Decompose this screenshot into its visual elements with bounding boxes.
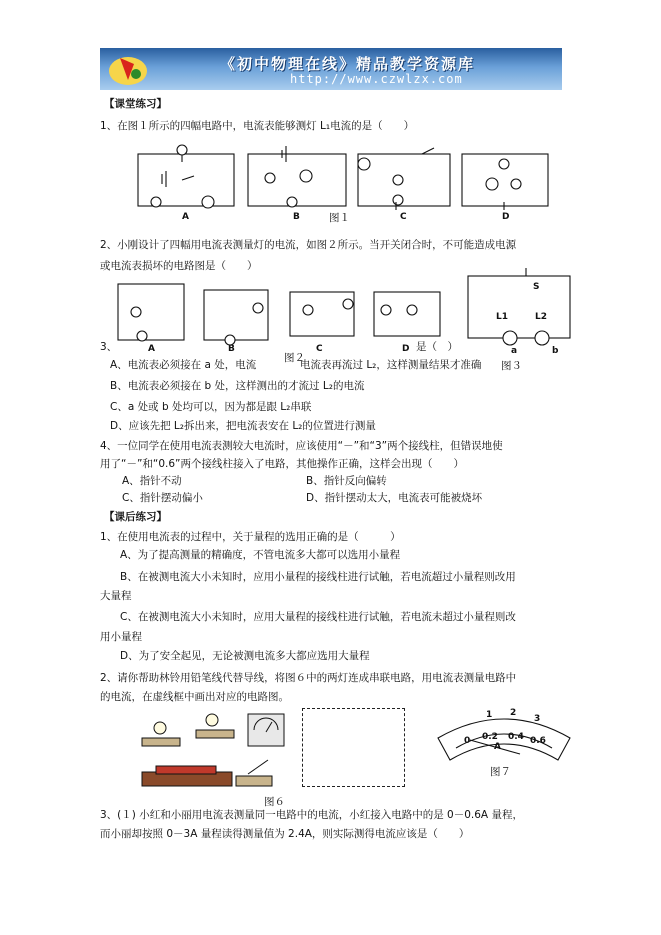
h3-line1: 3、(１) 小红和小丽用电流表测量同一电路中的电流，小红接入电路中的是 0－0.6A 量程， <box>100 809 523 821</box>
figure-6-components <box>136 710 296 808</box>
q4-option-c: C、指针摆动偏小 <box>122 492 203 504</box>
fig3-label-b: b <box>552 346 559 356</box>
h2-line1: 2、请你帮助林铃用铅笔线代替导线，将图６中的两灯连成串联电路，用电流表测量电路中 <box>100 672 517 684</box>
fig7-caption: 图７ <box>490 766 511 778</box>
q3-option-a-start: A、电流表必须接在 a 处，电流 <box>110 359 257 371</box>
fig6-caption: 图６ <box>264 796 285 808</box>
q2-line1: 2、小刚设计了四幅用电流表测量灯的电流，如图２所示。当开关闭合时，不可能造成电源 <box>100 239 517 251</box>
banner-title: 《初中物理在线》精品教学资源库 <box>220 55 476 73</box>
h1-stem: 1、在使用电流表的过程中，关于量程的选用正确的是（ ） <box>100 531 401 543</box>
fig3-label-a: a <box>511 346 518 356</box>
fig7-top-1: 1 <box>486 710 493 720</box>
fig3-label-l2: L2 <box>535 312 547 322</box>
fig3-label-s: S <box>533 282 540 292</box>
figure-3-circuit <box>466 268 576 372</box>
h2-line2: 的电流，在虚线框中画出对应的电路图。 <box>100 691 289 703</box>
q4-option-a: A、指针不动 <box>122 475 182 487</box>
q3-option-a-end: 电流表再流过 L₂，这样测量结果才准确 <box>300 359 482 371</box>
q1-stem: 1、在图１所示的四幅电路中，电流表能够测灯 L₁电流的是（ ） <box>100 120 415 132</box>
fig1-caption: 图１ <box>329 212 350 224</box>
fig7-bottom-2: 0.4 <box>508 732 524 742</box>
site-logo-icon <box>106 50 150 88</box>
fig2-caption: 图２ <box>284 352 305 364</box>
fig7-unit: A <box>494 742 501 752</box>
q3-option-b: B、电流表必须接在 b 处，这样测出的才流过 L₂的电流 <box>110 380 365 392</box>
q2-line2: 或电流表损坏的电路图是（ ） <box>100 260 258 272</box>
header-banner <box>100 48 562 90</box>
q4-option-b: B、指针反向偏转 <box>306 475 387 487</box>
fig7-bottom-1: 0.2 <box>482 732 498 742</box>
fig7-top-2: 2 <box>510 708 517 718</box>
section-class-practice: 【课堂练习】 <box>104 98 167 110</box>
fig2-label-b: B <box>228 344 235 354</box>
q3-option-d: D、应该先把 L₂拆出来，把电流表安在 L₂的位置进行测量 <box>110 420 376 432</box>
q3-option-c: C、a 处或 b 处均可以，因为都是跟 L₂串联 <box>110 401 312 413</box>
section-after-class: 【课后练习】 <box>104 511 167 523</box>
q4-option-d: D、指针摆动太大，电流表可能被烧坏 <box>306 492 483 504</box>
q3-number: 3、 <box>100 341 118 353</box>
q4-line2: 用了“－”和“0.6”两个接线柱接入了电路，其他操作正确，这样会出现（ ） <box>100 458 464 470</box>
h1-option-a: A、为了提高测量的精确度，不管电流多大都可以选用小量程 <box>120 549 401 561</box>
h1-option-b-line1: B、在被测电流大小未知时，应用小量程的接线柱进行试触，若电流超过小量程则改用 <box>120 571 516 583</box>
banner-url: http://www.czwlzx.com <box>290 72 463 86</box>
fig7-bottom-0: 0 <box>464 736 471 746</box>
h3-line2: 而小丽却按照 0－3A 量程读得测量值为 2.4A，则实际测得电流应该是（ ） <box>100 828 470 840</box>
figure-7-ammeter-scale <box>434 706 574 778</box>
fig3-caption: 图３ <box>501 360 522 372</box>
fig1-label-b: B <box>293 212 300 222</box>
fig7-bottom-3: 0.6 <box>530 736 546 746</box>
fig1-label-a: A <box>182 212 189 222</box>
figure-2-circuits <box>112 280 462 364</box>
fig2-label-d: D <box>402 344 410 354</box>
fig7-top-3: 3 <box>534 714 541 724</box>
answer-dashed-box <box>302 708 405 787</box>
h1-option-c-line1: C、在被测电流大小未知时，应用大量程的接线柱进行试触，若电流未超过小量程则改 <box>120 611 516 623</box>
h1-option-d: D、为了安全起见，无论被测电流多大都应选用大量程 <box>120 650 370 662</box>
h1-option-b-line2: 大量程 <box>100 590 132 602</box>
figure-1-circuits <box>132 136 552 230</box>
q3-tail: 是（ ） <box>416 341 458 353</box>
fig1-label-d: D <box>502 212 510 222</box>
q4-line1: 4、一位同学在使用电流表测较大电流时，应该使用“－”和“3”两个接线柱，但错误地使 <box>100 440 503 452</box>
fig1-label-c: C <box>400 212 407 222</box>
fig2-label-c: C <box>316 344 323 354</box>
fig3-label-l1: L1 <box>496 312 508 322</box>
h1-option-c-line2: 用小量程 <box>100 631 142 643</box>
fig2-label-a: A <box>148 344 155 354</box>
